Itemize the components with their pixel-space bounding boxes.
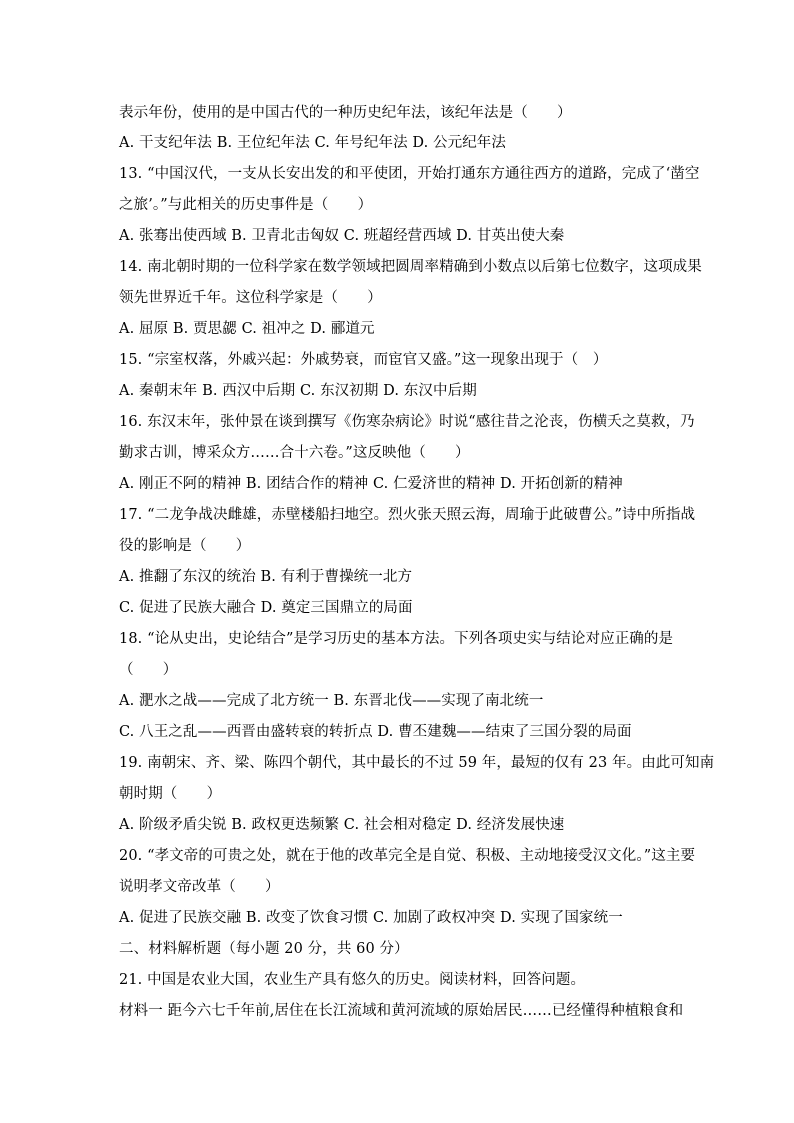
answer-options: A. 张骞出使西域 B. 卫青北击匈奴 C. 班超经营西域 D. 甘英出使大秦 — [119, 228, 565, 244]
text-line: （ ） — [119, 662, 178, 678]
question-15: 15. “宗室权落，外戚兴起：外戚势衰，而宦官又盛。”这一现象出现于（ ） — [119, 352, 608, 368]
answer-options: C. 八王之乱——西晋由盛转衰的转折点 D. 曹丕建魏——结束了三国分裂的局面 — [119, 724, 632, 740]
text-line: 之旅’。”与此相关的历史事件是（ ） — [119, 197, 373, 213]
answer-options: A. 推翻了东汉的统治 B. 有利于曹操统一北方 — [119, 569, 413, 585]
question-21: 21. 中国是农业大国，农业生产具有悠久的历史。阅读材料，回答问题。 — [119, 972, 586, 988]
text-line: 领先世界近千年。这位科学家是（ ） — [119, 290, 382, 306]
question-17: 17. “二龙争战决雌雄，赤壁楼船扫地空。烈火张天照云海，周瑜于此破曹公。”诗中所指战 — [119, 507, 696, 523]
question-19: 19. 南朝宋、齐、梁、陈四个朝代，其中最长的不过 59 年，最短的仅有 23 年。由此可知南 — [119, 755, 715, 771]
answer-options: A. 阶级矛盾尖锐 B. 政权更迭频繁 C. 社会相对稳定 D. 经济发展快速 — [119, 817, 565, 833]
section-heading: 二、材料解析题（每小题 20 分，共 60 分） — [119, 941, 409, 957]
answer-options: A. 秦朝末年 B. 西汉中后期 C. 东汉初期 D. 东汉中后期 — [119, 383, 477, 399]
question-14: 14. 南北朝时期的一位科学家在数学领域把圆周率精确到小数点以后第七位数字，这项成果 — [119, 259, 702, 275]
text-line: 朝时期（ ） — [119, 786, 222, 802]
question-18: 18. “论从史出，史论结合”是学习历史的基本方法。下列各项史实与结论对应正确的是 — [119, 631, 674, 647]
answer-options: A. 促进了民族交融 B. 改变了饮食习惯 C. 加剧了政权冲突 D. 实现了国家统一 — [119, 910, 623, 926]
question-13: 13. “中国汉代，一支从长安出发的和平使团，开始打通东方通往西方的道路，完成了‘凿空 — [119, 166, 700, 182]
answer-options: C. 促进了民族大融合 D. 奠定三国鼎立的局面 — [119, 600, 413, 616]
answer-options: A. 淝水之战——完成了北方统一 B. 东晋北伐——实现了南北统一 — [119, 693, 544, 709]
text-line: 表示年份，使用的是中国古代的一种历史纪年法，该纪年法是（ ） — [119, 105, 572, 121]
answer-options: A. 干支纪年法 B. 王位纪年法 C. 年号纪年法 D. 公元纪年法 — [119, 135, 507, 151]
question-16: 16. 东汉末年，张仲景在谈到撰写《伤寒杂病论》时说“感往昔之沦丧，伤横夭之莫救，乃 — [119, 414, 695, 430]
answer-options: A. 屈原 B. 贾思勰 C. 祖冲之 D. 郦道元 — [119, 321, 375, 337]
question-20: 20. “孝文帝的可贵之处，就在于他的改革完全是自觉、积极、主动地接受汉文化。”这主要 — [119, 848, 696, 864]
material-text: 材料一 距今六七千年前,居住在长江流域和黄河流域的原始居民……已经懂得种植粮食和 — [119, 1003, 684, 1019]
text-line: 勤求古训，博采众方……合十六卷。”这反映他（ ） — [119, 445, 470, 461]
answer-options: A. 刚正不阿的精神 B. 团结合作的精神 C. 仁爱济世的精神 D. 开拓创新的精神 — [119, 476, 623, 492]
text-line: 役的影响是（ ） — [119, 538, 251, 554]
text-line: 说明孝文帝改革（ ） — [119, 879, 280, 895]
